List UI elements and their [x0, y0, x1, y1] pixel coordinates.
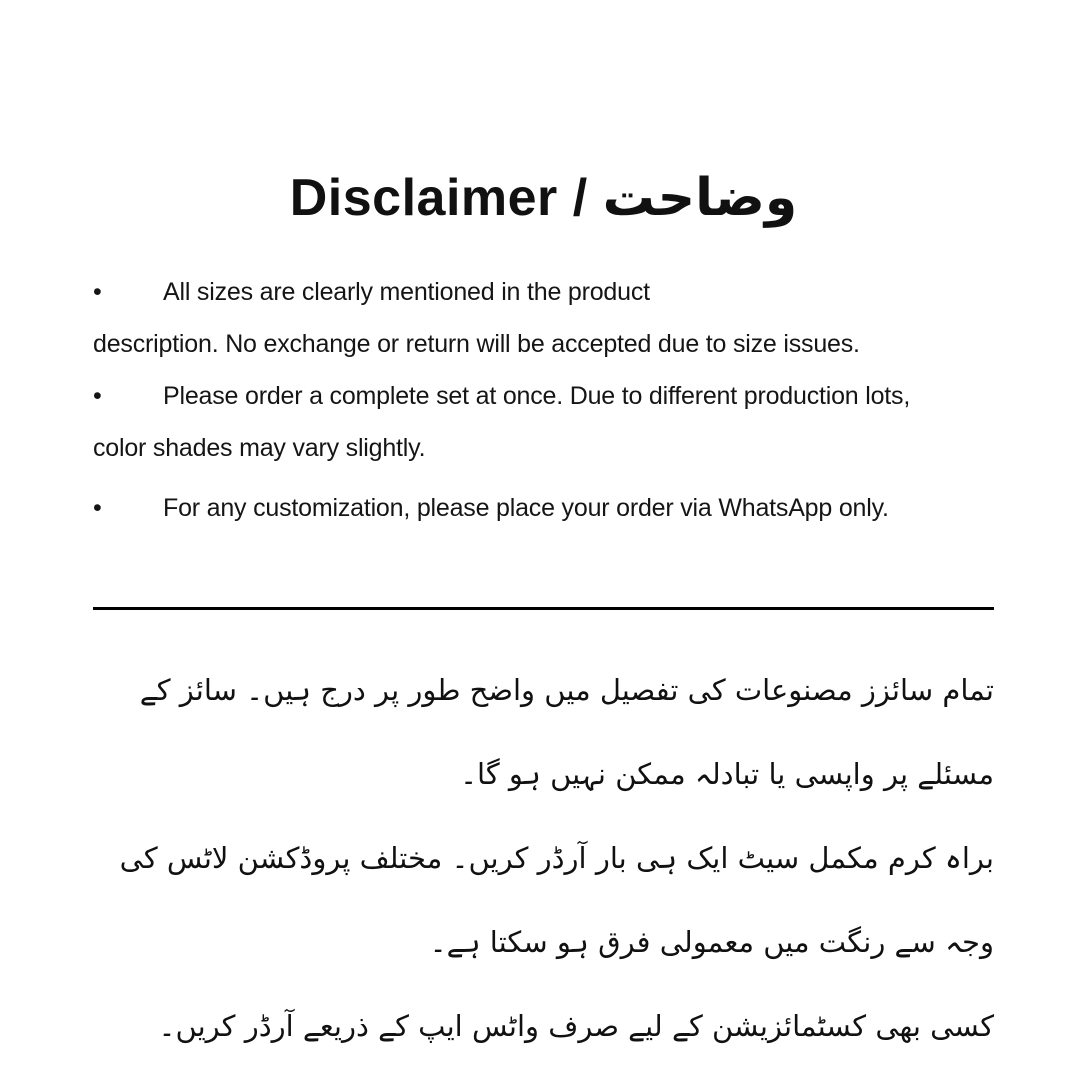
urdu-line-customization: کسی بھی کسٹمائزیشن کے لیے صرف واٹس ایپ کے ذریعے آرڈر کریں۔ — [158, 1009, 994, 1043]
bullet-text: For any customization, please place your order via WhatsApp only. — [163, 494, 889, 522]
bullet-marker: • — [93, 494, 102, 522]
bullet-marker: • — [93, 278, 102, 306]
urdu-line-complete-set: براہ کرم مکمل سیٹ ایک ہی بار آرڈر کریں۔ مختلف پروڈکشن لاٹس کی وجہ سے رنگت میں معمولی فرق ہو سکتا ہے۔ — [119, 841, 994, 959]
section-divider — [93, 607, 994, 610]
bullet-item-customization — [93, 482, 994, 534]
bullet-text-continuation: color shades may vary slightly. — [93, 434, 426, 462]
bullet-item-sizes — [93, 266, 994, 370]
bullet-line — [93, 370, 994, 422]
urdu-line-sizes: تمام سائزز مصنوعات کی تفصیل میں واضح طور پر درج ہیں۔ سائز کے مسئلے پر واپسی یا تبادلہ ممکن نہیں ہو گا۔ — [139, 673, 994, 791]
bullet-line — [93, 266, 994, 318]
bullet-marker: • — [93, 382, 102, 410]
bullet-list — [93, 266, 994, 534]
bullet-item-complete-set — [93, 370, 994, 474]
bullet-text-continuation: description. No exchange or return will be accepted due to size issues. — [93, 330, 860, 358]
urdu-disclaimer-block — [93, 648, 994, 1068]
bullet-text: Please order a complete set at once. Due to different production lots, — [163, 382, 911, 410]
bullet-line — [93, 482, 994, 534]
bullet-text: All sizes are clearly mentioned in the product — [163, 278, 650, 306]
page-title: Disclaimer / وضاحت — [289, 169, 798, 227]
